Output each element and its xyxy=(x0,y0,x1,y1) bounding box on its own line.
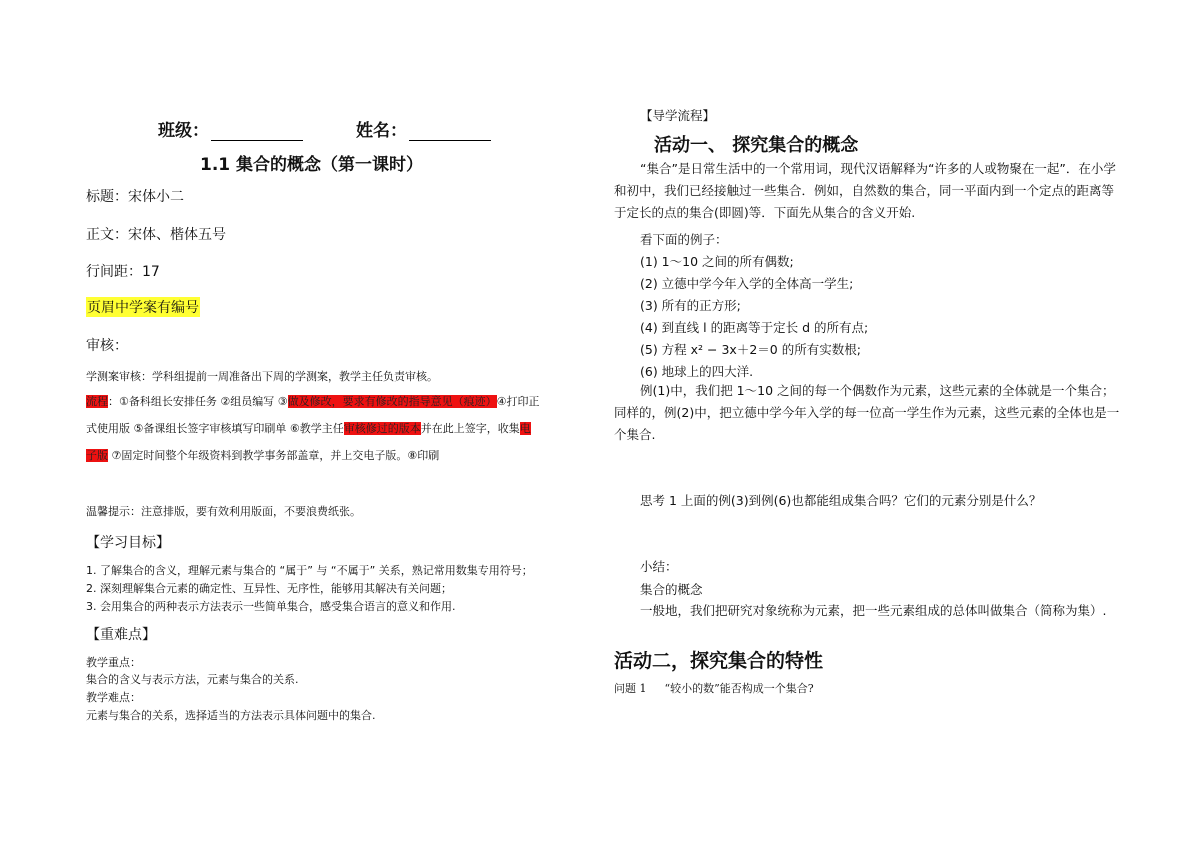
key-heading: 【重难点】 xyxy=(86,627,156,643)
diff-text: 元素与集合的关系，选择适当的方法表示具体问题中的集合. xyxy=(86,709,376,722)
example-item: (6) 地球上的四大洋. xyxy=(640,364,754,379)
question-1-text: “较小的数”能否构成一个集合? xyxy=(664,682,814,695)
goal-item: 2. 深刻理解集合元素的确定性、互异性、无序性，能够用其解决有关问题； xyxy=(86,582,452,595)
revision-highlight: 做及修改，要求有修改的指导意见（痕迹） xyxy=(287,395,497,408)
summary-label: 小结： xyxy=(640,559,678,574)
tip-text: 温馨提示：注意排版，要有效利用版面，不要浪费纸张。 xyxy=(86,505,361,518)
goal-item: 1. 了解集合的含义，理解元素与集合的 “属于” 与 “不属于” 关系，熟记常用数集专用符号； xyxy=(86,564,533,577)
examples-lead: 看下面的例子： xyxy=(640,232,728,247)
example-item: (1) 1～10 之间的所有偶数; xyxy=(640,254,794,269)
concept-text: 一般地，我们把研究对象统称为元素，把一些元素组成的总体叫做集合（简称为集）. xyxy=(640,603,1107,618)
key-text: 集合的含义与表示方法，元素与集合的关系. xyxy=(86,673,299,686)
process-line-2: 式使用版 ⑤备课组长签字审核填写印刷单 ⑥教学主任审核修过的版本并在此上签字，收集电 xyxy=(86,422,531,435)
process-label-highlight: 流程 xyxy=(86,395,108,408)
electronic-highlight-b: 子版 xyxy=(86,449,108,462)
name-label: 姓名： xyxy=(356,121,407,141)
name-blank xyxy=(409,123,491,141)
spec-title: 标题：宋体小二 xyxy=(86,189,184,205)
process-line-1: 流程：①备科组长安排任务 ②组员编写 ③做及修改，要求有修改的指导意见（痕迹）④打印正 xyxy=(86,395,540,408)
example-item: (3) 所有的正方形; xyxy=(640,298,741,313)
diff-label: 教学难点： xyxy=(86,691,141,704)
name-field xyxy=(356,116,491,141)
explain-paragraph: 例(1)中，我们把 1～10 之间的每一个偶数作为元素，这些元素的全体就是一个集合；同样的，例(2)中，把立德中学今年入学的每一位高一学生作为元素，这些元素的全体也是一个集合. xyxy=(614,383,1120,442)
header-note-highlight: 页眉中学案有编号 xyxy=(86,297,200,317)
spec-body: 正文：宋体、楷体五号 xyxy=(86,227,226,243)
question-1-label: 问题 1 xyxy=(614,682,647,695)
key-label: 教学重点： xyxy=(86,656,141,669)
activity-one-heading: 活动一、 探究集合的概念 xyxy=(654,135,859,156)
electronic-highlight-a: 电 xyxy=(519,422,531,435)
intro-paragraph: “集合”是日常生活中的一个常用词，现代汉语解释为“许多的人或物聚在一起”．在小学和初中，我们已经接触过一些集合．例如，自然数的集合，同一平面内到一个定点的距离等于定长的点的集合(即圆)等．下面先从集合的含义开始. xyxy=(614,161,1116,220)
spec-spacing: 行间距：17 xyxy=(86,264,160,280)
concept-label: 集合的概念 xyxy=(640,582,703,597)
example-item: (2) 立德中学今年入学的全体高一学生; xyxy=(640,276,854,291)
example-item: (4) 到直线 l 的距离等于定长 d 的所有点; xyxy=(640,320,869,335)
activity-two-heading: 活动二，探究集合的特性 xyxy=(614,650,824,672)
class-label: 班级： xyxy=(158,121,209,141)
approved-version-highlight: 审核修过的版本 xyxy=(343,422,421,435)
question-1 xyxy=(614,680,814,696)
goal-item: 3. 会用集合的两种表示方法表示一些简单集合，感受集合语言的意义和作用. xyxy=(86,600,456,613)
process-line-3: 子版 ⑦固定时间整个年级资料到教学事务部盖章，并上交电子版。⑧印刷 xyxy=(86,449,440,462)
example-item: (5) 方程 x² − 3x＋2＝0 的所有实数根; xyxy=(640,342,861,357)
goals-heading: 【学习目标】 xyxy=(86,535,170,551)
class-blank xyxy=(211,123,303,141)
review-desc: 学测案审核：学科组提前一周准备出下周的学测案，教学主任负责审核。 xyxy=(86,370,438,383)
flow-heading: 【导学流程】 xyxy=(640,108,716,123)
think-question: 思考 1 上面的例(3)到例(6)也都能组成集合吗？它们的元素分别是什么？ xyxy=(640,493,1042,508)
review-label: 审核： xyxy=(86,338,128,354)
page-title: 1.1 集合的概念（第一课时） xyxy=(200,155,424,175)
class-field xyxy=(158,116,303,141)
